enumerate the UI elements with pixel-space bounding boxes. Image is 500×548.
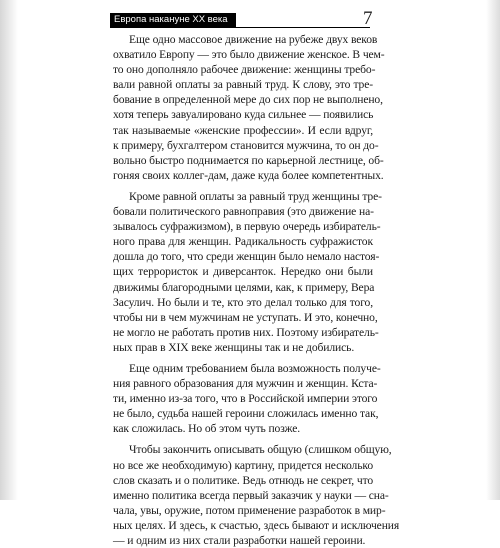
- text-line: вали равной оплаты за равный труд. К слову, это тре-: [113, 78, 373, 92]
- text-line: но все же необходимую) картину, придется несколько: [113, 458, 373, 472]
- text-line: именно политика всегда первый заказчик у науки — сна-: [113, 488, 389, 502]
- text-line: Еще одно массовое движение на рубеже двух веков: [129, 33, 378, 46]
- page-number: 7: [363, 8, 373, 29]
- page-gutter-shadow: [0, 0, 18, 500]
- text-line: хотя теперь завуалировано куда сильнее — появились: [113, 108, 374, 122]
- text-line: как сложилась. Но об этом чуть позже.: [113, 422, 301, 436]
- text-line: вольно быстро поднимается по карьерной лестнице, об-: [113, 153, 384, 167]
- text-line: Еще одним требованием была возможность получе-: [129, 361, 381, 375]
- text-line: слов сказать и о политике. Ведь отнюдь не секрет, что: [113, 473, 374, 487]
- text-line: не могло не работать против них. Поэтому избиратель-: [113, 325, 379, 339]
- page-edge-shadow: [486, 0, 500, 500]
- text-line: бование в определенной мере до сих пор не выполнено,: [113, 93, 383, 107]
- text-line: ных прав в XIX веке женщины так и не добились.: [113, 340, 355, 354]
- text-line: так называемые «женские профессии». И если вдруг,: [113, 123, 373, 137]
- text-line: щих террористок и диверсанток. Нередко они были: [113, 265, 373, 279]
- paragraph: [113, 32, 385, 183]
- header-rule: [110, 27, 370, 28]
- text-line: бовали политического равноправия (это движение на-: [113, 205, 374, 219]
- text-line: ного права для женщин. Радикальность суфражисток: [113, 235, 373, 249]
- paragraph: [113, 189, 382, 355]
- paragraph: [113, 442, 400, 548]
- text-line: Чтобы закончить описывать общую (слишком общую,: [129, 443, 392, 457]
- text-line: чала, увы, оружие, потом применение разработок в мир-: [113, 503, 386, 517]
- text-line: ния равного образования для мужчин и женщин. Кста-: [113, 377, 378, 391]
- text-line: охватило Европу — это было движение женское. В чем-: [113, 48, 385, 62]
- text-line: гоняя своих коллег-дам, даже куда более компетентных.: [113, 168, 384, 182]
- paragraph: [113, 361, 381, 436]
- text-line: Засулич. Но были и те, кто это делал только для того,: [113, 295, 373, 309]
- text-line: Кроме равной оплаты за равный труд женщины тре-: [129, 189, 382, 203]
- text-line: дошла до того, что среди женщин было немало настоя-: [113, 250, 380, 264]
- running-title: Европа накануне XX века: [110, 13, 236, 27]
- text-line: ти, именно из-за того, что в Российской империи этого: [113, 392, 378, 406]
- text-line: зывалось суфражизмом), в первую очередь избиратель-: [113, 220, 381, 234]
- text-line: то оно дополняло рабочее движение: женщины требо-: [113, 63, 376, 77]
- text-line: чтобы ни в чем мужчинам не уступать. И это, конечно,: [113, 310, 378, 324]
- body-text: [113, 32, 400, 548]
- text-line: ных целях. И здесь, к счастью, здесь бывают и исключения: [113, 518, 400, 532]
- text-line: не было, судьба нашей героини сложилась именно так,: [113, 407, 379, 421]
- text-line: — и одним из них стали разработки нашей героини.: [113, 534, 366, 547]
- text-line: движимы благородными целями, как, к примеру, Вера: [113, 280, 375, 294]
- text-line: к примеру, бухгалтером становится мужчина, то он до-: [113, 138, 379, 152]
